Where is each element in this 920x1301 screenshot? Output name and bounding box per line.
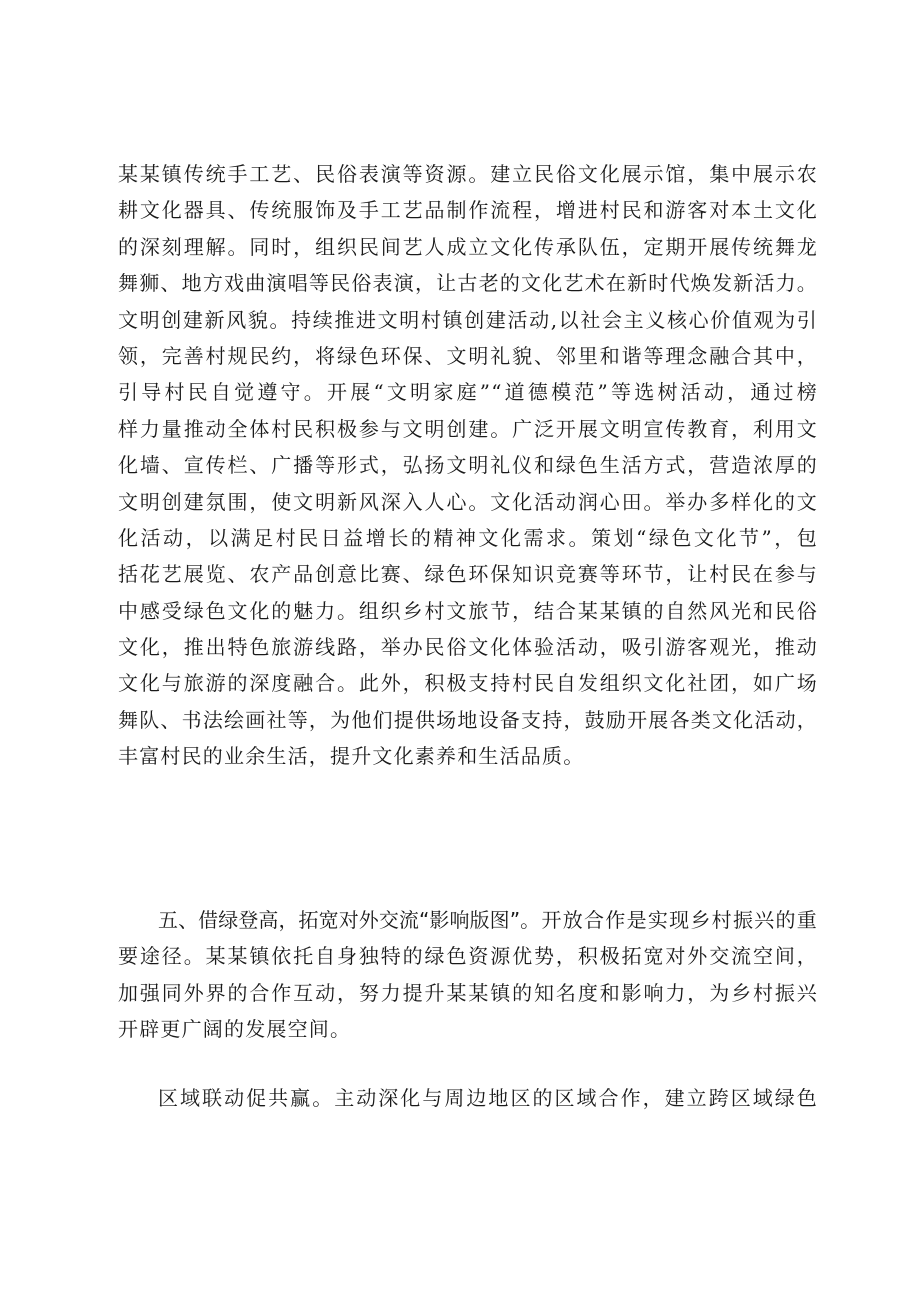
text-line: 中感受绿色文化的魅力。组织乡村文旅节，结合某某镇的自然风光和民俗 bbox=[118, 598, 818, 623]
text-line: 耕文化器具、传统服饰及手工艺品制作流程，增进村民和游客对本土文化 bbox=[118, 198, 818, 223]
text-line: 开辟更广阔的发展空间。 bbox=[118, 1017, 352, 1042]
text-line: 文明创建氛围，使文明新风深入人心。文化活动润心田。举办多样化的文 bbox=[118, 489, 818, 514]
text-line: 文化与旅游的深度融合。此外，积极支持村民自发组织文化社团，如广场 bbox=[118, 671, 818, 696]
text-run: 。开放合作是实现乡村振兴的重 bbox=[520, 908, 818, 932]
text-line: 加强同外界的合作互动，努力提升某某镇的知名度和影响力，为乡村振兴 bbox=[118, 980, 818, 1005]
text-line: 领，完善村规民约，将绿色环保、文明礼貌、邻里和谐等理念融合其中， bbox=[118, 343, 818, 368]
text-line: 区域联动促共赢。主动深化与周边地区的区域合作，建立跨区域绿色 bbox=[158, 1086, 818, 1110]
body-paragraph-2 bbox=[118, 902, 818, 1048]
section-heading-line bbox=[118, 902, 818, 938]
body-paragraph-1 bbox=[118, 156, 818, 775]
text-line: 舞狮、地方戏曲演唱等民俗表演，让古老的文化艺术在新时代焕发新活力。 bbox=[118, 271, 818, 296]
section-heading: 五、借绿登高，拓宽对外交流“影响版图” bbox=[158, 908, 521, 932]
text-line: 文明创建新风貌。持续推进文明村镇创建活动,以社会主义核心价值观为引 bbox=[118, 307, 818, 332]
text-line: 文化，推出特色旅游线路，举办民俗文化体验活动，吸引游客观光，推动 bbox=[118, 635, 818, 660]
text-line: 舞队、书法绘画社等，为他们提供场地设备支持，鼓励开展各类文化活动， bbox=[118, 707, 818, 732]
text-line: 化活动，以满足村民日益增长的精神文化需求。策划“绿色文化节”，包 bbox=[118, 525, 818, 550]
text-line: 要途径。某某镇依托自身独特的绿色资源优势，积极拓宽对外交流空间， bbox=[118, 944, 818, 969]
text-line: 引导村民自觉遵守。开展“文明家庭”“道德模范”等选树活动，通过榜 bbox=[118, 380, 818, 405]
text-line: 样力量推动全体村民积极参与文明创建。广泛开展文明宣传教育，利用文 bbox=[118, 416, 818, 441]
text-line: 某某镇传统手工艺、民俗表演等资源。建立民俗文化展示馆，集中展示农 bbox=[118, 162, 818, 186]
text-line: 括花艺展览、农产品创意比赛、绿色环保知识竞赛等环节，让村民在参与 bbox=[118, 562, 818, 587]
text-line: 化墙、宣传栏、广播等形式，弘扬文明礼仪和绿色生活方式，营造浓厚的 bbox=[118, 453, 818, 478]
body-paragraph-3 bbox=[118, 1080, 818, 1116]
text-line: 丰富村民的业余生活，提升文化素养和生活品质。 bbox=[118, 744, 585, 769]
text-line: 的深刻理解。同时，组织民间艺人成立文化传承队伍，定期开展传统舞龙 bbox=[118, 234, 818, 259]
